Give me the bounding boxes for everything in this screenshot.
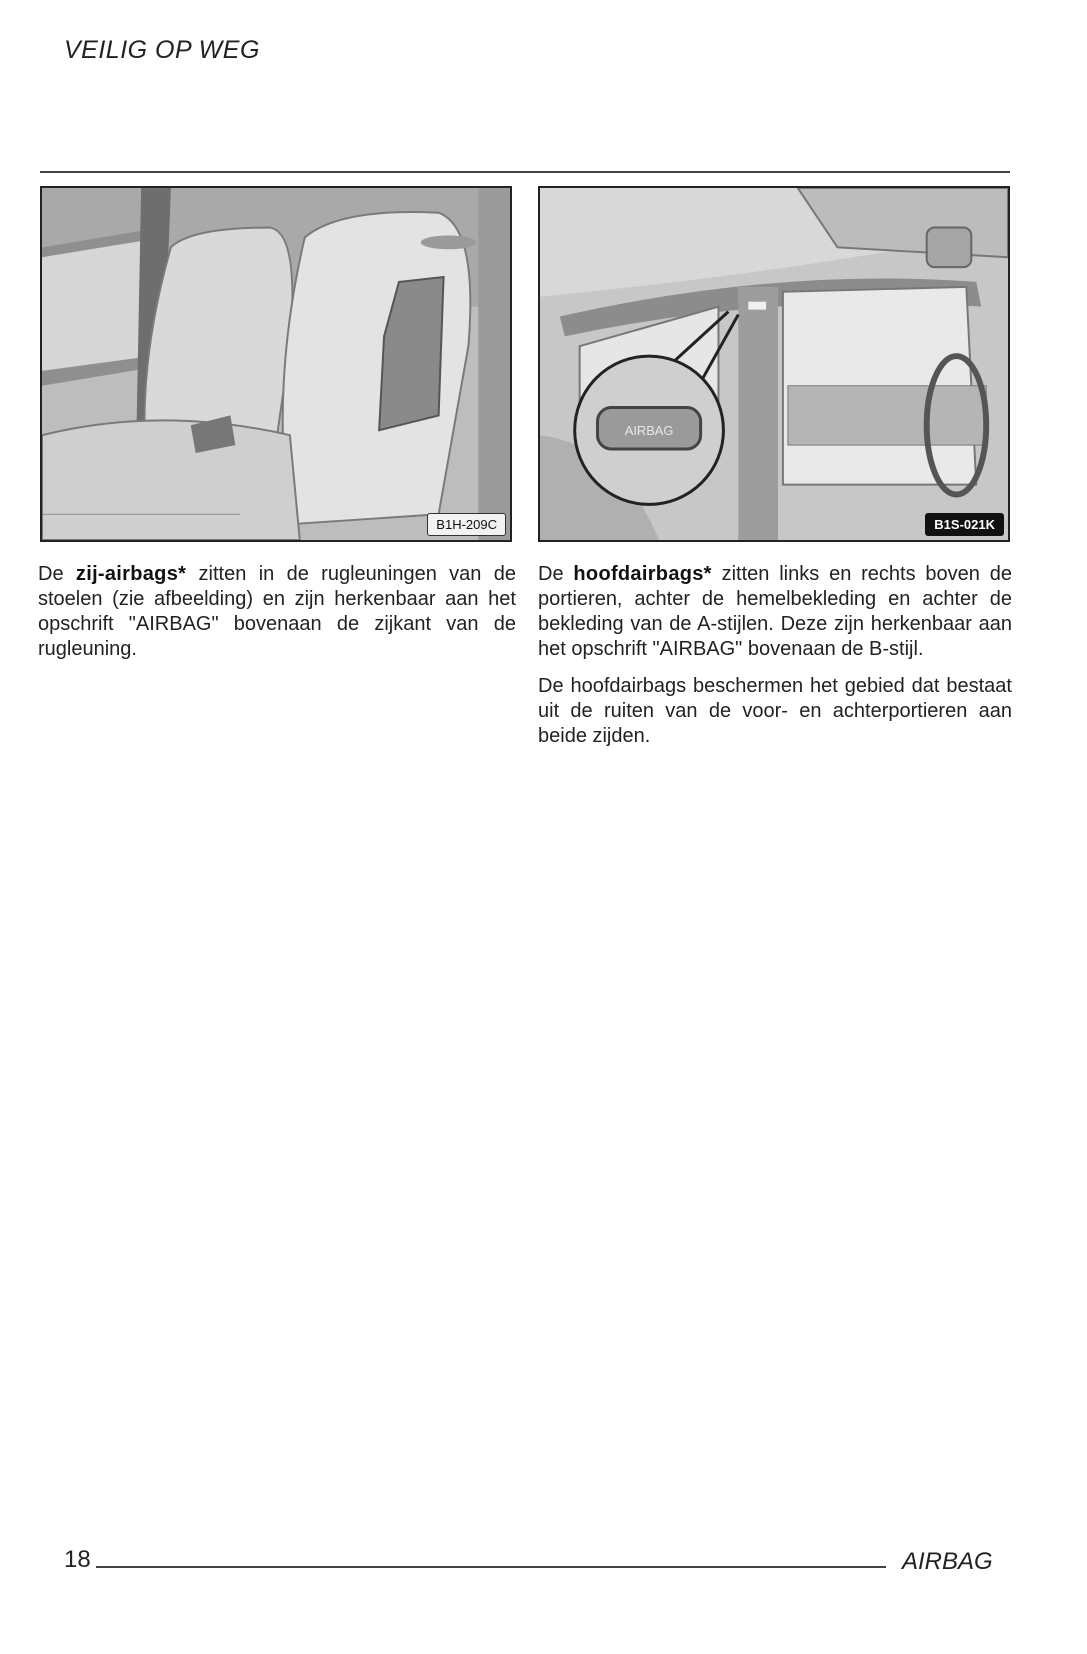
page-number: 18 <box>64 1546 91 1573</box>
footer-divider <box>96 1566 886 1568</box>
header-divider <box>40 171 1010 173</box>
page-header-title: VEILIG OP WEG <box>64 36 260 64</box>
figure-side-airbag-seats <box>40 186 512 542</box>
side-airbags-paragraph: De zij-airbags* zitten in de rugleuningen van de stoelen (zie afbeelding) en zijn herkenbaar aan het opschrift "AIRBAG" bovenaan de zijkant van de rugleuning. <box>38 563 516 660</box>
right-text-column <box>538 562 1012 761</box>
head-airbags-protection-paragraph: De hoofdairbags beschermen het gebied dat bestaat uit de ruiten van de voor- en achterportieren aan beide zijden. <box>538 675 1012 747</box>
figure-code-label: B1H-209C <box>427 513 506 536</box>
term-side-airbags: zij-airbags* <box>75 563 187 585</box>
seat-illustration <box>42 188 510 540</box>
term-head-airbags: hoofdairbags* <box>573 563 712 585</box>
interior-illustration <box>540 188 1008 540</box>
airbag-badge-text: AIRBAG <box>624 423 674 439</box>
figure-code-label: B1S-021K <box>925 513 1004 536</box>
footer-section-name: AIRBAG <box>902 1548 993 1575</box>
head-airbags-paragraph: De hoofdairbags* zitten links en rechts boven de portieren, achter de hemelbekleding en achter de bekleding van de A-stijlen. Deze zijn herkenbaar aan het opschrift "AIRBAG" bovenaan de B-stijl. <box>538 563 1012 660</box>
left-text-column <box>38 562 516 674</box>
figure-head-airbag-interior <box>538 186 1010 542</box>
